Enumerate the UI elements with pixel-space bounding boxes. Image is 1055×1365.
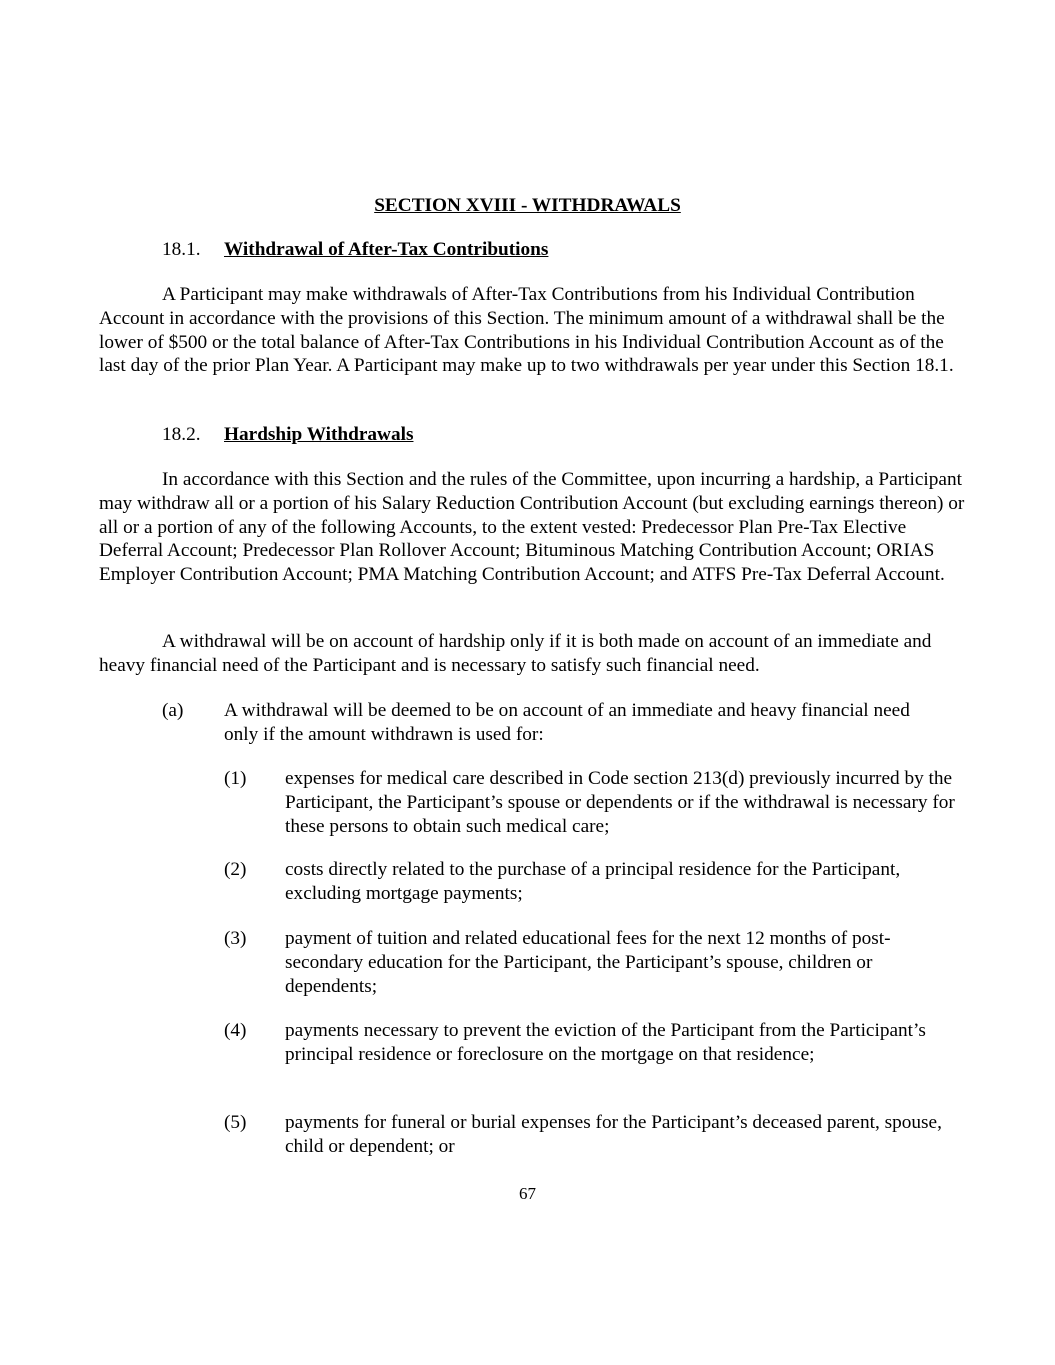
list-item-text: A withdrawal will be deemed to be on account of an immediate and heavy financial need only if the amount withdrawn is used for:: [224, 700, 910, 745]
page-number: 67: [519, 1184, 536, 1203]
section-18-2-heading: [162, 423, 413, 447]
list-item-text: expenses for medical care described in Code section 213(d) previously incurred by the Participant, the Participant’s spouse or dependents or if the withdrawal is necessary for these persons to obtain such medical care;: [285, 768, 955, 837]
list-item-1: [224, 767, 964, 838]
list-item-label: (3): [224, 928, 247, 949]
section-title: SECTION XVIII - WITHDRAWALS: [374, 195, 681, 216]
list-item-label: (1): [224, 768, 247, 789]
list-item-text: payments necessary to prevent the eviction of the Participant from the Participant’s principal residence or foreclosure on the mortgage on that residence;: [285, 1020, 926, 1065]
paragraph-hardship-definition: A withdrawal will be on account of hardship only if it is both made on account of an immediate and heavy financial need of the Participant and is necessary to satisfy such financial need.: [99, 631, 932, 676]
section-number: 18.1.: [162, 239, 201, 260]
list-item-5: [224, 1111, 964, 1159]
section-heading: Withdrawal of After-Tax Contributions: [224, 239, 549, 260]
list-item-label: (4): [224, 1020, 247, 1041]
list-item-3: [224, 927, 964, 998]
list-item-label: (5): [224, 1112, 247, 1133]
list-item-text: costs directly related to the purchase of a principal residence for the Participant, excluding mortgage payments;: [285, 859, 901, 904]
section-heading: Hardship Withdrawals: [224, 424, 414, 445]
list-item-text: payments for funeral or burial expenses for the Participant’s deceased parent, spouse, child or dependent; or: [285, 1112, 942, 1157]
section-18-1-heading: [162, 238, 548, 262]
list-item-4: [224, 1019, 964, 1067]
paragraph-hardship-accounts: In accordance with this Section and the rules of the Committee, upon incurring a hardship, a Participant may withdraw all or a portion of his Salary Reduction Contribution Account (but excluding earnings thereon) or all or a portion of any of the following Accounts, to the extent vested: Predecessor Plan Pre-Tax Elective Deferral Account; Predecessor Plan Rollover Account; Bituminous Matching Contribution Account; ORIAS Employer Contribution Account; PMA Matching Contribution Account; and ATFS Pre-Tax Deferral Account.: [99, 469, 965, 586]
list-item-a: [162, 699, 942, 747]
section-number: 18.2.: [162, 424, 201, 445]
list-item-2: [224, 858, 964, 906]
list-item-text: payment of tuition and related educational fees for the next 12 months of post-secondary education for the Participant, the Participant’s spouse, children or dependents;: [285, 928, 891, 997]
list-item-label: (a): [162, 700, 184, 721]
paragraph-after-tax-withdrawal: A Participant may make withdrawals of After-Tax Contributions from his Individual Contribution Account in accordance with the provisions of this Section. The minimum amount of a withdrawal shall be the lower of $500 or the total balance of After-Tax Contributions in his Individual Contribution Account as of the last day of the prior Plan Year. A Participant may make up to two withdrawals per year under this Section 18.1.: [99, 284, 954, 377]
list-item-label: (2): [224, 859, 247, 880]
